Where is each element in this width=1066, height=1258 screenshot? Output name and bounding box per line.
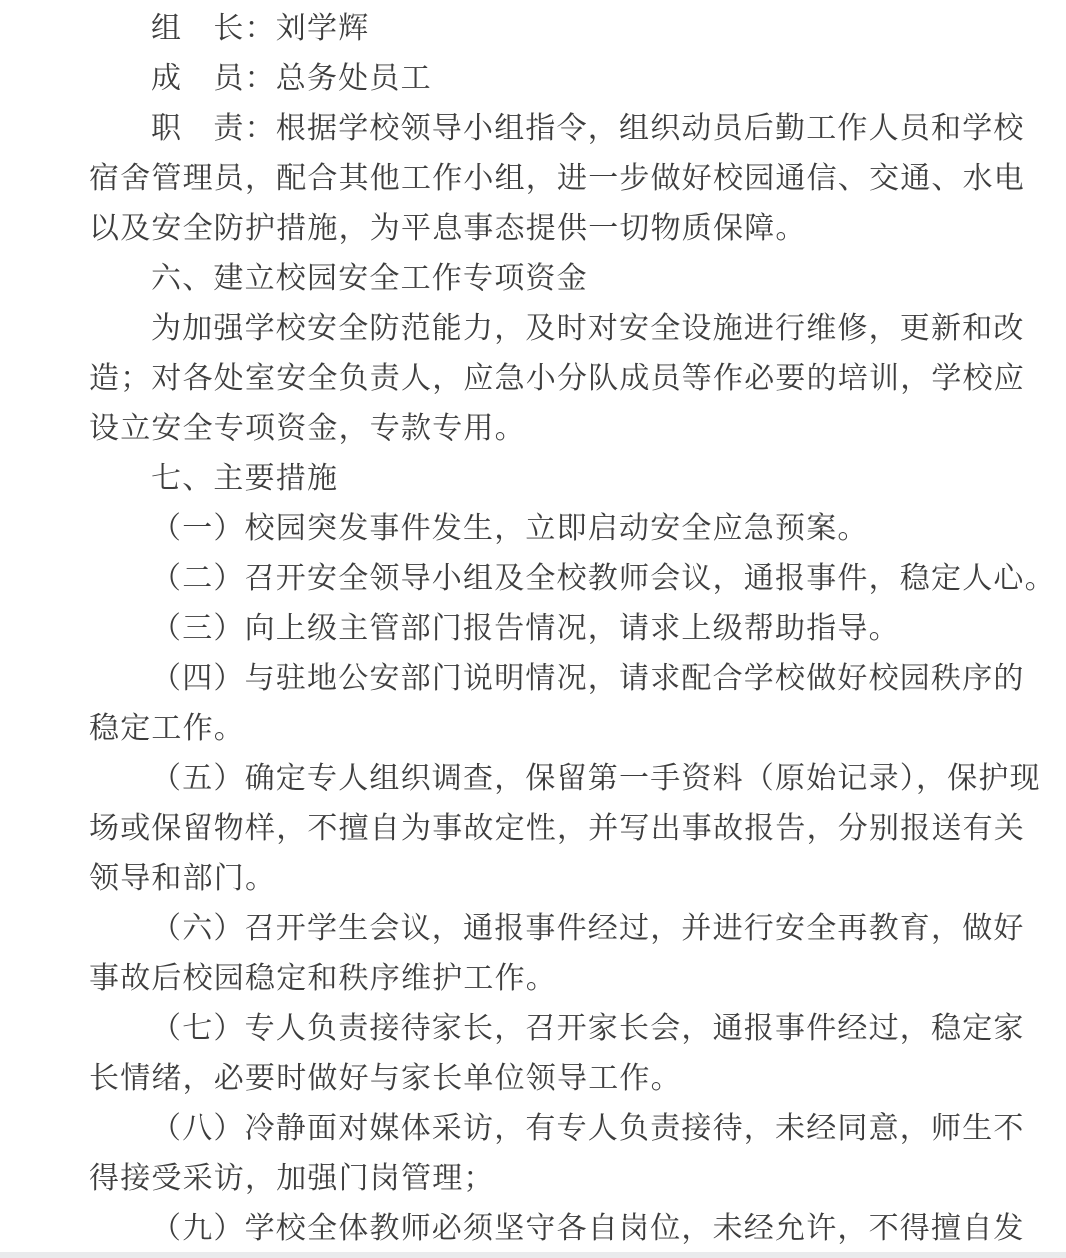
document-section-heading: 七、主要措施 — [151, 462, 339, 495]
document-line: 为加强学校安全防范能力，及时对安全设施进行维修，更新和改 — [151, 312, 1025, 345]
document-line: 长情绪，必要时做好与家长单位领导工作。 — [89, 1062, 682, 1095]
document-line: 场或保留物样，不擅自为事故定性，并写出事故报告，分别报送有关 — [89, 812, 1025, 845]
page-bottom-edge — [0, 1252, 1066, 1258]
document-line: 领导和部门。 — [89, 862, 277, 895]
document-line: （一）校园突发事件发生，立即启动安全应急预案。 — [151, 512, 869, 545]
document-line: 组 长：刘学辉 — [151, 12, 370, 45]
document-line: 设立安全专项资金，专款专用。 — [89, 412, 526, 445]
document-line: 成 员：总务处员工 — [151, 62, 432, 95]
document-line: （七）专人负责接待家长，召开家长会，通报事件经过，稳定家 — [151, 1012, 1025, 1045]
document-line: （五）确定专人组织调查，保留第一手资料（原始记录），保护现 — [151, 762, 1041, 795]
document-line: （三）向上级主管部门报告情况，请求上级帮助指导。 — [151, 612, 900, 645]
document-line: 造；对各处室安全负责人，应急小分队成员等作必要的培训，学校应 — [89, 362, 1025, 395]
document-line: （九）学校全体教师必须坚守各自岗位，未经允许，不得擅自发 — [151, 1212, 1025, 1245]
document-line: 以及安全防护措施，为平息事态提供一切物质保障。 — [89, 212, 807, 245]
document-line: 宿舍管理员，配合其他工作小组，进一步做好校园通信、交通、水电 — [89, 162, 1025, 195]
document-page — [89, 4, 1056, 1254]
document-line: （四）与驻地公安部门说明情况，请求配合学校做好校园秩序的 — [151, 662, 1025, 695]
document-line: （八）冷静面对媒体采访，有专人负责接待，未经同意，师生不 — [151, 1112, 1025, 1145]
document-section-heading: 六、建立校园安全工作专项资金 — [151, 262, 588, 295]
document-line: （六）召开学生会议，通报事件经过，并进行安全再教育，做好 — [151, 912, 1025, 945]
document-line: 事故后校园稳定和秩序维护工作。 — [89, 962, 557, 995]
document-line: （二）召开安全领导小组及全校教师会议，通报事件，稳定人心。 — [151, 562, 1056, 595]
document-line: 得接受采访，加强门岗管理； — [89, 1162, 495, 1195]
document-line: 稳定工作。 — [89, 712, 245, 745]
document-line: 职 责：根据学校领导小组指令，组织动员后勤工作人员和学校 — [151, 112, 1025, 145]
